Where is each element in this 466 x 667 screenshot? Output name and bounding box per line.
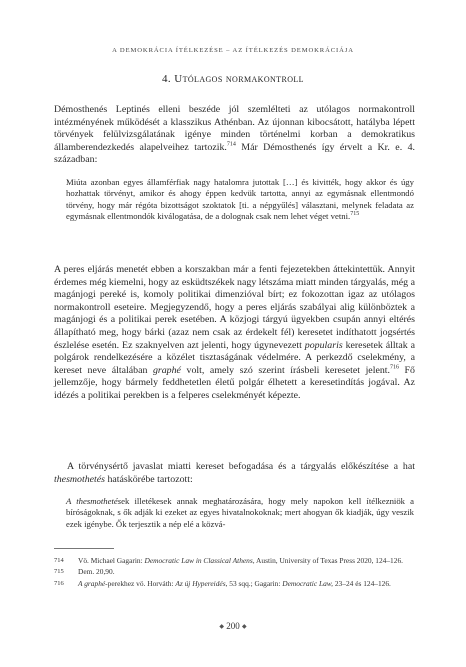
footnote-text: Dem. 20,90. <box>78 567 115 577</box>
running-head: A DEMOKRÁCIA ÍTÉLKEZÉSE – AZ ÍTÉLKEZÉS DEMOKRÁCIÁJA <box>112 47 354 54</box>
block-quote-1 <box>66 177 414 223</box>
emphasis-graphe: graphé <box>152 364 181 376</box>
page-number-footer <box>0 621 466 631</box>
block-quote-2-text: ek illetékesek annak meghatározására, hogy mely napokon kell ítélkezniök a bíróságoknak, s ők adják ki ezeket az egyes hivatalnokoknak; mert ahogyan ők kiadják, úgy veszik ezek igénybe. Ők terjesztik a nép elé a közvá- <box>66 496 414 529</box>
footnote-ref-715[interactable]: 715 <box>350 211 360 218</box>
paragraph-2-text: A peres eljárás menetét ebben a korszakban már a fenti fejezetekben áttekintettük. Annyit érdemes még kiemelni, hogy az esküdtszékek nagy létszáma miatt minden tárgyalás, még a magánjogi pereké is, komoly politikai dimenzióval bírt; ez fokozottan igaz az utólagos normakontroll eseteire. Megjegyzendő, hogy a peres eljárás szabályai alig különböztek a magánjogi és a politikai perek esetében. A közjogi tárgyú ügyekben csupán annyi eltérés állapítható meg, hogy bárki (azaz nem csak az érdekelt fél) keresetet indíthatott jogsértés észlelése esetén. Ez szaknyelven azt jelenti, hogy úgynevezett <box>54 264 415 351</box>
paragraph-2-text-cont3: Fő jellemzője, hogy bármely feddhetetlen életű polgár élhetett a keresetindítás jogával. Az idézés a politikai perekben is a felperes cselekményét képezte. <box>54 364 415 401</box>
footnote-title-italic: Democratic Law, <box>282 578 334 588</box>
footnote-title-italic: Democratic Law in Classical Athens, <box>144 556 255 565</box>
paragraph-3 <box>54 461 415 486</box>
footnote-ref-714[interactable]: 714 <box>226 141 236 148</box>
emphasis-popularis: popularis <box>304 339 343 351</box>
emphasis-thesmothetes: thesmothetés <box>54 473 106 485</box>
footnote-714 <box>54 556 415 566</box>
footnote-divider <box>54 548 114 549</box>
footnote-text <box>78 579 415 589</box>
footnote-716 <box>54 579 415 589</box>
block-quote-2 <box>66 496 414 530</box>
footnotes <box>54 556 415 590</box>
paragraph-2-text-cont: keresetek álltak a polgárok rendelkezésére a közélet tisztaságának védelmére. A perkezdő cselekmény, a kereset neve általában <box>54 339 415 376</box>
block-quote-1-text: Miúta azonban egyes államférfiak nagy hatalomra jutottak […] és kivitték, hogy akkor és úgy hozhattak törvényt, amikor és ahogy éppen kedvük tartotta, annyi az egymásnak ellentmondó törvény, hogy már régóta bizottságot szoktatok [ti. a népgyűlés] választani, melynek feladata az egymásnak ellentmondók kiválogatása, de a dolognak csak nem lehet véget vetni. <box>66 177 414 222</box>
footnote-title-italic: Az új Hypereidés, <box>175 578 228 588</box>
footnote-number: 716 <box>54 579 64 587</box>
footnote-text-part: 53 sqq.; Gagarin: <box>227 578 283 588</box>
emphasis-a-thesmothetes: A thesmothetés <box>66 496 122 506</box>
footnote-text-part: 23–24 és 124–126. <box>333 578 391 588</box>
ornament-diamond-left-icon: ◆ <box>219 624 224 630</box>
paragraph-1-text-cont: Már Démosthenés így érvelt a Kr. e. 4. században: <box>54 141 415 166</box>
footnote-text-part: Austin, University of Texas Press 2020, 124–126. <box>254 556 403 565</box>
footnote-ref-716[interactable]: 716 <box>389 364 399 371</box>
footnote-text-part: Vö. Michael Gagarin: <box>78 556 145 565</box>
footnote-term-italic: A graphé <box>78 578 106 588</box>
paragraph-3-text: A törvénysértő javaslat miatti kereset befogadása és a tárgyalás előkészítése a hat <box>67 461 415 472</box>
footnote-number: 714 <box>54 557 64 564</box>
footnote-text-part: -perekhez vö. Horváth: <box>105 578 176 588</box>
footnote-text <box>78 556 415 566</box>
paragraph-1-text: Démosthenés Leptinés elleni beszéde jól szemlélteti az utólagos normakontroll intézményének működését a klasszikus Athénban. Az újonnan kibocsátott, hatályba lépett törvények felülvizsgálatának igénye minden történelmi korban a demokratikus államberendezkedés alapelveihez tartozik. <box>54 104 415 153</box>
paragraph-3-text-cont: hatáskörébe tartozott: <box>105 473 193 485</box>
footnote-715 <box>54 567 415 577</box>
paragraph-2 <box>54 264 415 403</box>
paragraph-1 <box>54 104 415 167</box>
page-number: 200 <box>226 621 240 631</box>
paragraph-2-text-cont2: volt, amely szó szerint írásbeli keresetet jelent. <box>180 364 390 376</box>
section-title: 4. Utólagos normakontroll <box>162 73 304 85</box>
footnote-number: 715 <box>54 568 64 576</box>
ornament-diamond-right-icon: ◆ <box>242 624 247 630</box>
